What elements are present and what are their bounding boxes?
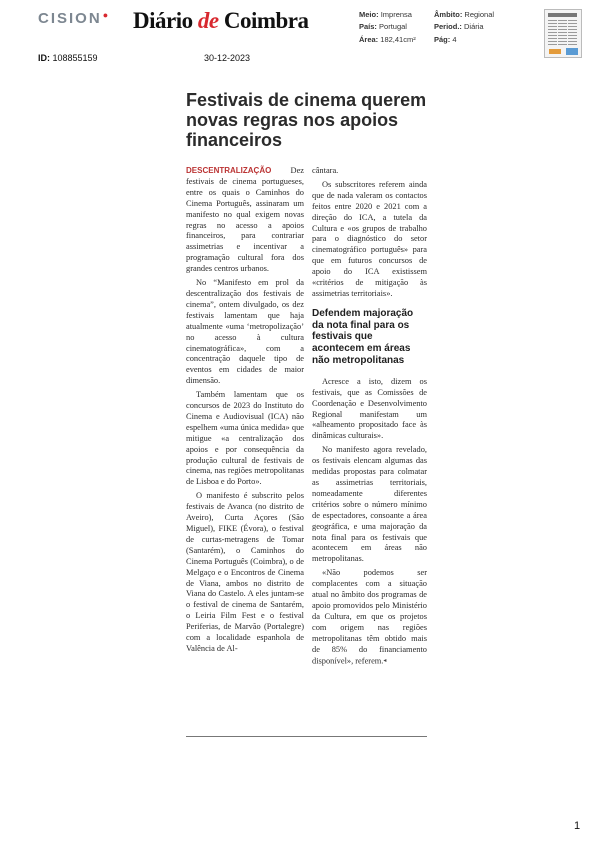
page-thumbnail: [544, 9, 582, 58]
article-end-rule: [186, 736, 427, 737]
end-mark-icon: ◂: [383, 657, 387, 664]
meta-right: [434, 9, 494, 46]
cision-logo: CISION●: [38, 10, 111, 27]
meta-page: Pág: 4: [434, 34, 457, 44]
paragraph: Acresce a isto, dizem os festivais, que as Comissões de Coordenação e Desenvolvimento Regional manifestam um «alheamento propositado face às dinâmicas culturais».: [312, 376, 427, 441]
kicker: DESCENTRALIZAÇÃO: [186, 166, 272, 175]
paragraph: cântara.: [312, 166, 339, 175]
paragraph: DESCENTRALIZAÇÃO Dez festivais de cinema portugueses, entre os quais o Caminhos do Cinema Português, assinaram um manifesto no qual exigem novas regras no acesso a apoios financeiros, para contrariar assimetrias e incentivar a programação cultural fora dos grandes centros urbanos.: [186, 166, 304, 274]
meta-scope: Âmbito: Regional: [434, 10, 495, 19]
meta-country: País: Portugal: [359, 22, 407, 32]
article-subheading: Defendem majoração da nota final para os festivais que acontecem em áreas não metropolitanas: [312, 307, 414, 367]
paragraph: No “Manifesto em prol da descentralização dos festivais de cinema”, ontem divulgado, os dez festivais lamentam que haja atualmente «uma ‘metropolização’ no acesso à cultura cinematográfica», com a concentração daquele tipo de eventos em cidades de maior dimensão.: [186, 278, 304, 386]
article-column-1: [186, 166, 304, 658]
paragraph: O manifesto é subscrito pelos festivais de Avanca (no distrito de Aveiro), Curta Açores (São Miguel), FIKE (Évora), o festival de curtas-metragens de Tomar (Santarém), o Caminhos do Cinema Português (Coimbra), o de Melgaço e o Encontros de Cinema de Viana, ambos no distrito de Viana do Castelo. A eles juntam-se o festival de cinema de Santarém, o Leiria Film Fest e o festival Periferias, de Marvão (Portalegre) com a localidade espanhola de Valência de Al-: [186, 491, 304, 653]
paragraph: Os subscritores referem ainda que de nada valeram os contactos feitos entre 2020 e 2021 com a direção do ICA, a tutela da Cultura e «os grupos de trabalho para o diagnóstico do setor cinematográfico português» para que em futuros concursos de apoio do ICA existissem «critérios de mitigação às assimetrias territoriais».: [312, 179, 427, 298]
paragraph: Também lamentam que os concursos de 2023 do Instituto do Cinema e Audiovisual (ICA) não espelhem «uma única medida» que mitigue «a centralização dos apoios e por consequência da produção cultural de festivais de cinema, nas regiões metropolitanas de Lisboa e do Porto».: [186, 390, 304, 487]
publication-logo: Diário de Coimbra: [133, 8, 309, 33]
document-date: 30-12-2023: [204, 53, 251, 63]
paragraph: No manifesto agora revelado, os festivais elencam algumas das medidas propostas para colmatar as assimetrias territoriais, nomeadamente diferentes critérios sobre o número mínimo de espectadores, consoante a área geográfica, e uma majoração da nota final para os festivais que acontecem em áreas não metropolitanas.: [312, 445, 427, 564]
paragraph: «Não podemos ser complacentes com a situação atual no âmbito dos programas de apoio promovidos pelo Ministério da Cultura, em que os projetos com origem nas regiões metropolitanas têm obtido mais de 85% do financiamento disponível», referem.◂: [312, 568, 427, 665]
page-number: 1: [574, 820, 581, 832]
meta-left: [359, 9, 416, 46]
article-headline: Festivais de cinema querem novas regras nos apoios financeiros: [186, 90, 427, 150]
logo-dot-icon: ●: [102, 10, 111, 20]
meta-area: Área: 182,41cm²: [359, 34, 416, 44]
document-id: ID: 108855159: [38, 53, 98, 63]
article-column-2: [312, 166, 427, 670]
meta-medium: Meio: Imprensa: [359, 10, 412, 19]
meta-period: Period.: Diária: [434, 22, 484, 32]
